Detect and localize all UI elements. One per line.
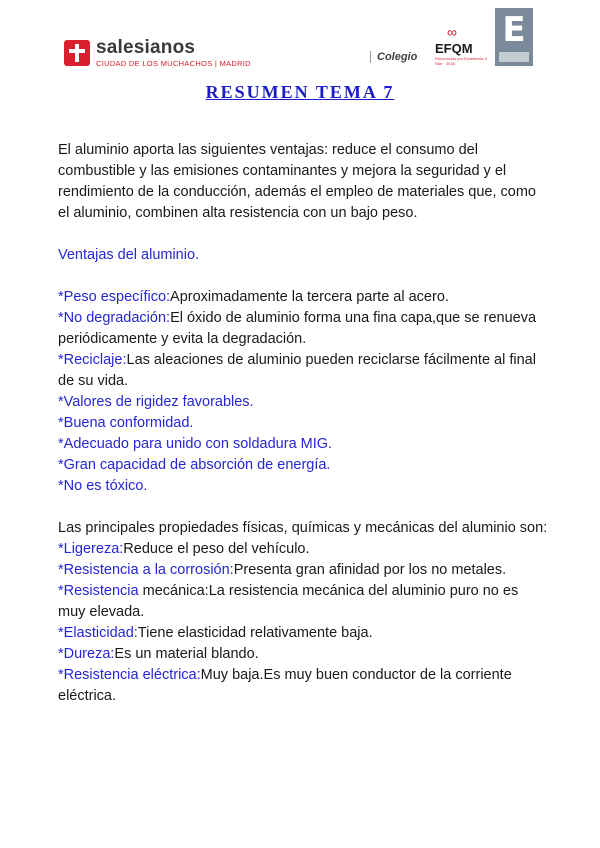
propiedad-item xyxy=(58,623,548,644)
ventaja-item-label: *No degradación: xyxy=(58,310,171,326)
ventaja-item xyxy=(58,455,548,476)
ventaja-item xyxy=(58,434,548,455)
document-body xyxy=(58,140,548,707)
propiedad-item-text: Reduce el peso del vehículo. xyxy=(123,541,310,557)
ventaja-item-label: *Reciclaje: xyxy=(58,352,127,368)
propiedad-item-label: *Dureza: xyxy=(58,646,115,662)
propiedad-item xyxy=(58,644,548,665)
propiedad-item-label: *Resistencia xyxy=(58,583,139,599)
propiedad-item-text: Muy baja.Es muy buen conductor de la corriente eléctrica. xyxy=(58,667,512,704)
ventaja-item-text: Las aleaciones de aluminio pueden reciclarse fácilmente al final de su vida. xyxy=(58,352,536,389)
ventaja-item-label: *No es tóxico. xyxy=(58,478,148,494)
salesianos-cross-icon xyxy=(64,40,90,66)
ventaja-item-label: *Adecuado para unido con soldadura MIG. xyxy=(58,436,333,452)
propiedad-item-label: *Resistencia eléctrica: xyxy=(58,667,201,683)
ventaja-item-label: *Gran capacidad de absorción de energía. xyxy=(58,457,331,473)
propiedad-item-label: *Ligereza: xyxy=(58,541,124,557)
propiedad-item-label: *Resistencia a la corrosión: xyxy=(58,562,234,578)
ventaja-item-label: *Buena conformidad. xyxy=(58,415,194,431)
propiedades-intro: Las principales propiedades físicas, químicas y mecánicas del aluminio son: xyxy=(58,520,548,536)
ventaja-item xyxy=(58,476,548,497)
logo-text xyxy=(96,38,251,68)
efqm-subtitle: Reconocido por Excelencia 4 Star · 2016 xyxy=(435,56,487,66)
propiedad-item xyxy=(58,560,548,581)
ventaja-item xyxy=(58,392,548,413)
ventaja-item xyxy=(58,308,548,350)
logo-name: salesianos xyxy=(96,37,196,58)
ventaja-item xyxy=(58,287,548,308)
propiedad-item xyxy=(58,581,548,623)
efqm-ribbon-icon: ∞ xyxy=(447,24,457,40)
colegio-label: Colegio xyxy=(370,51,417,63)
propiedad-item-label: *Elasticidad: xyxy=(58,625,138,641)
badge-strip xyxy=(499,52,529,62)
intro-paragraph: El aluminio aporta las siguientes ventajas: reduce el consumo del combustible y las emisiones contaminantes y mejora la seguridad y el rendimiento de la conducción, además el empleo de materiales que, como el aluminio, combinen alta resistencia con un bajo peso. xyxy=(58,142,536,221)
efqm-logo xyxy=(435,24,491,66)
salesianos-logo xyxy=(64,38,251,68)
ventaja-item-text: Aproximadamente la tercera parte al acero. xyxy=(170,289,449,305)
ventaja-item-text: El óxido de aluminio forma una fina capa,que se renueva periódicamente y evita la degradación. xyxy=(58,310,537,347)
ventaja-item xyxy=(58,413,548,434)
propiedades-list xyxy=(58,539,548,707)
efqm-label: EFQM xyxy=(435,41,473,56)
propiedad-item xyxy=(58,539,548,560)
propiedad-item xyxy=(58,665,548,707)
ventaja-item-label: *Peso específico: xyxy=(58,289,171,305)
badge-letter: E xyxy=(502,10,526,50)
page-header xyxy=(0,0,600,80)
propiedad-item-text: mecánica:La resistencia mecánica del aluminio puro no es muy elevada. xyxy=(58,583,519,620)
ventaja-item xyxy=(58,350,548,392)
propiedad-item-text: Presenta gran afinidad por los no metales. xyxy=(233,562,507,578)
excellence-badge xyxy=(495,8,533,66)
ventaja-item-label: *Valores de rigidez favorables. xyxy=(58,394,254,410)
ventajas-heading: Ventajas del aluminio. xyxy=(58,247,200,263)
propiedad-item-text: Es un material blando. xyxy=(114,646,259,662)
propiedad-item-text: Tiene elasticidad relativamente baja. xyxy=(137,625,373,641)
ventajas-list xyxy=(58,287,548,497)
page-title: RESUMEN TEMA 7 xyxy=(205,82,395,102)
logo-subtitle: CIUDAD DE LOS MUCHACHOS | MADRID xyxy=(96,59,251,68)
